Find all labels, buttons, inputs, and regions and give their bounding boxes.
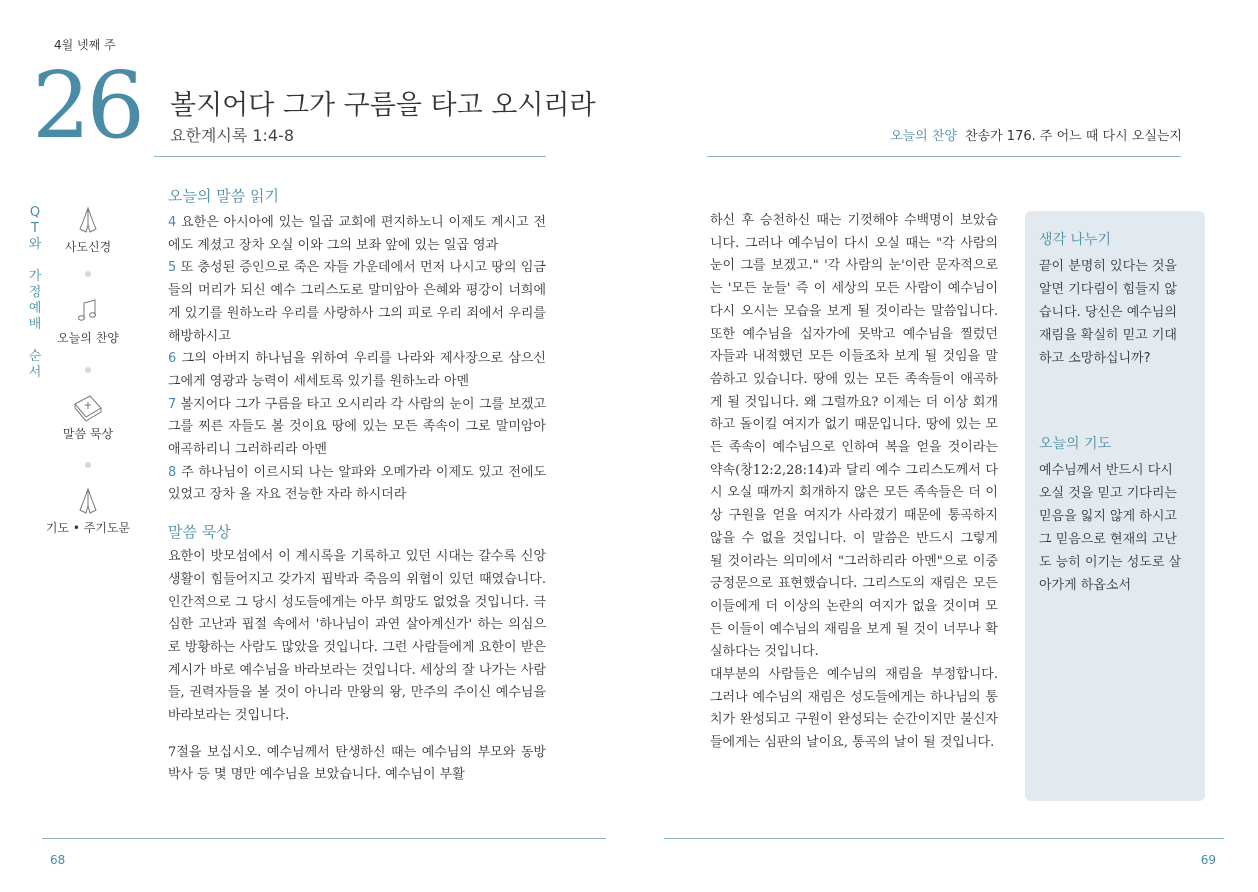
day-number: 26	[32, 52, 142, 159]
meditation-heading: 말씀 묵상	[168, 523, 231, 542]
header-rule-right	[707, 156, 1181, 157]
verse	[168, 394, 546, 462]
verse	[168, 257, 546, 348]
meditation-paragraph: 하신 후 승천하신 때는 기껏해야 수백명이 보았습니다. 그러나 예수님이 다시 오실 때는 "각 사람의 눈이 그를 보겠고." '각 사람의 눈'이란 문자적으로는 '모든 눈들' 즉 이 세상의 모든 사람이 예수님이 다시 오시는 모습을 보게 될 것이라는 말씀입니다. 또한 예수님을 십자가에 못박고 예수님을 찔렀던 자들과 내적했던 모든 이들조차 보게 될 것임을 말씀하고 있습니다. 땅에 있는 모든 족속들이 애곡하게 될 것입니다. 왜 그럴까요? 이제는 더 이상 회개하고 돌이킬 여지가 없기 때문입니다. 땅에 있는 모든 족속이 예수님으로 인하여 복을 얻을 것이라는 약속(창12:2,28:14)과 달리 예수 그리스도께서 다시 오실 때까지 회개하지 않은 모든 족속들은 더 이상 구원을 얻을 여지가 사라졌기 때문에 통곡하지 않을 수 없을 것입니다. 이 말씀은 반드시 그렇게 될 것이라는 의미에서 "그러하리라 아멘"으로 이중 긍정문으로 표현했습니다. 그리스도의 재림은 모든 이들에게 더 이상의 논란의 여지가 없을 것이며 모든 이들이 예수님의 재림을 보게 될 것이 너무나 확실하다는 것입니다.	[710, 213, 998, 660]
verse-number: 4	[168, 215, 177, 230]
page-number-right: 69	[1200, 853, 1216, 867]
verse-text: 그의 아버지 하나님을 위하여 우리를 나라와 제사장으로 삼으신 그에게 영광과 능력이 세세토록 있기를 원하노라 아멘	[168, 351, 546, 389]
prayer-text: 예수님께서 반드시 다시 오실 것을 믿고 기다리는 믿음을 잃지 않게 하시고 그 믿음으로 현재의 고난도 능히 이기는 성도로 살아가게 하옵소서	[1039, 463, 1182, 593]
verse-text: 볼지어다 그가 구름을 타고 오시리라 각 사람의 눈이 그를 보겠고 그를 찌른 자들도 볼 것이요 땅에 있는 모든 족속이 그로 말미암아 애곡하리니 그러하리라 아멘	[168, 396, 546, 458]
step-label: 오늘의 찬양	[57, 331, 119, 345]
step-meditation	[38, 392, 138, 442]
verse-text: 요한은 아시아에 있는 일곱 교회에 편지하노니 이제도 계시고 전에도 계셨고 장차 오실 이와 그의 보좌 앞에 있는 일곱 영과	[168, 215, 546, 253]
reading-heading: 오늘의 말씀 읽기	[168, 187, 279, 205]
step-hymn	[38, 296, 138, 346]
footer-rule-right	[664, 838, 1224, 839]
hymn-label: 오늘의 찬양	[890, 129, 957, 144]
verse-number: 8	[168, 464, 177, 480]
page-number-left: 68	[50, 853, 66, 867]
praying-hands-icon	[73, 486, 103, 516]
share-heading: 생각 나누기	[1039, 232, 1112, 248]
bible-icon	[72, 392, 104, 422]
verse-number: 5	[168, 260, 177, 276]
verse-text: 주 하나님이 이르시되 나는 알파와 오메가라 이제도 있고 전에도 있었고 장차 올 자요 전능한 자라 하시더라	[168, 464, 546, 503]
verse-number: 7	[168, 396, 177, 412]
meditation-paragraph: 요한이 밧모섬에서 이 계시록을 기록하고 있던 시대는 갈수록 신앙생활이 힘들어지고 갖가지 핍박과 죽음의 위협이 있던 때였습니다. 인간적으로 그 당시 성도들에게는 아무 희망도 없었을 것입니다. 극심한 고난과 핍절 속에서 '하나님이 과연 살아계신가' 하는 의심으로 방황하는 사람도 많았을 것입니다. 그런 사람들에게 요한이 받은 계시가 바로 예수님을 바라보라는 것입니다. 세상의 잘 나가는 사람들, 권력자들을 볼 것이 아니라 만왕의 왕, 만주의 주이신 예수님을 바라보라는 것입니다.	[168, 549, 546, 724]
verse	[168, 462, 546, 507]
week-label: 4월 넷째 주	[54, 38, 116, 52]
verse-text: 또 충성된 증인으로 죽은 자들 가운데에서 먼저 나시고 땅의 임금들의 머리가 되신 예수 그리스도로 말미암아 은혜와 평강이 너희에게 있기를 원하노라 우리를 사랑하사 그의 피로 우리 죄에서 우리를 해방하시고	[168, 260, 546, 344]
praying-hands-icon	[73, 205, 103, 235]
page-title: 볼지어다 그가 구름을 타고 오시리라	[170, 90, 596, 121]
step-prayer	[38, 486, 138, 536]
step-label: 기도 • 주기도문	[45, 521, 131, 535]
hymn-text: 찬송가 176. 주 어느 때 다시 오실는지	[965, 129, 1182, 144]
share-text: 끝이 분명히 있다는 것을 알면 기다림이 힘들지 않습니다. 당신은 예수님의 재림을 확실히 믿고 기대하고 소망하십니까?	[1039, 259, 1177, 366]
prayer-heading: 오늘의 기도	[1039, 436, 1112, 452]
footer-rule-left	[42, 838, 606, 839]
left-main-column	[168, 185, 546, 787]
step-divider-dot	[85, 367, 91, 373]
meditation-paragraph: 7절을 보십시오. 예수님께서 탄생하신 때는 예수님의 부모와 동방박사 등 몇 명만 예수님을 보았습니다. 예수님이 부활	[168, 744, 546, 783]
verse	[168, 212, 546, 257]
step-divider-dot	[85, 271, 91, 277]
scripture-reference: 요한계시록 1:4-8	[170, 126, 295, 145]
right-main-column	[710, 210, 998, 755]
reflection-box	[1025, 211, 1205, 801]
qt-vertical-label: Q T 와 가 정 예 배 순 서	[28, 205, 42, 380]
hymn-line	[890, 125, 1182, 144]
header-rule-left	[154, 156, 546, 157]
step-label: 말씀 묵상	[62, 427, 114, 441]
step-label: 사도신경	[64, 240, 112, 254]
step-divider-dot	[85, 462, 91, 468]
verse-number: 6	[168, 351, 177, 367]
verse	[168, 348, 546, 393]
meditation-paragraph: 대부분의 사람들은 예수님의 재림을 부정합니다. 그러나 예수님의 재림은 성도들에게는 하나님의 통치가 완성되고 구원이 완성되는 순간이지만 불신자들에게는 심판의 날이요, 통곡의 날이 될 것입니다.	[710, 667, 998, 751]
step-apostles-creed	[38, 205, 138, 255]
music-note-icon	[73, 296, 103, 326]
scripture-passage	[168, 212, 546, 507]
